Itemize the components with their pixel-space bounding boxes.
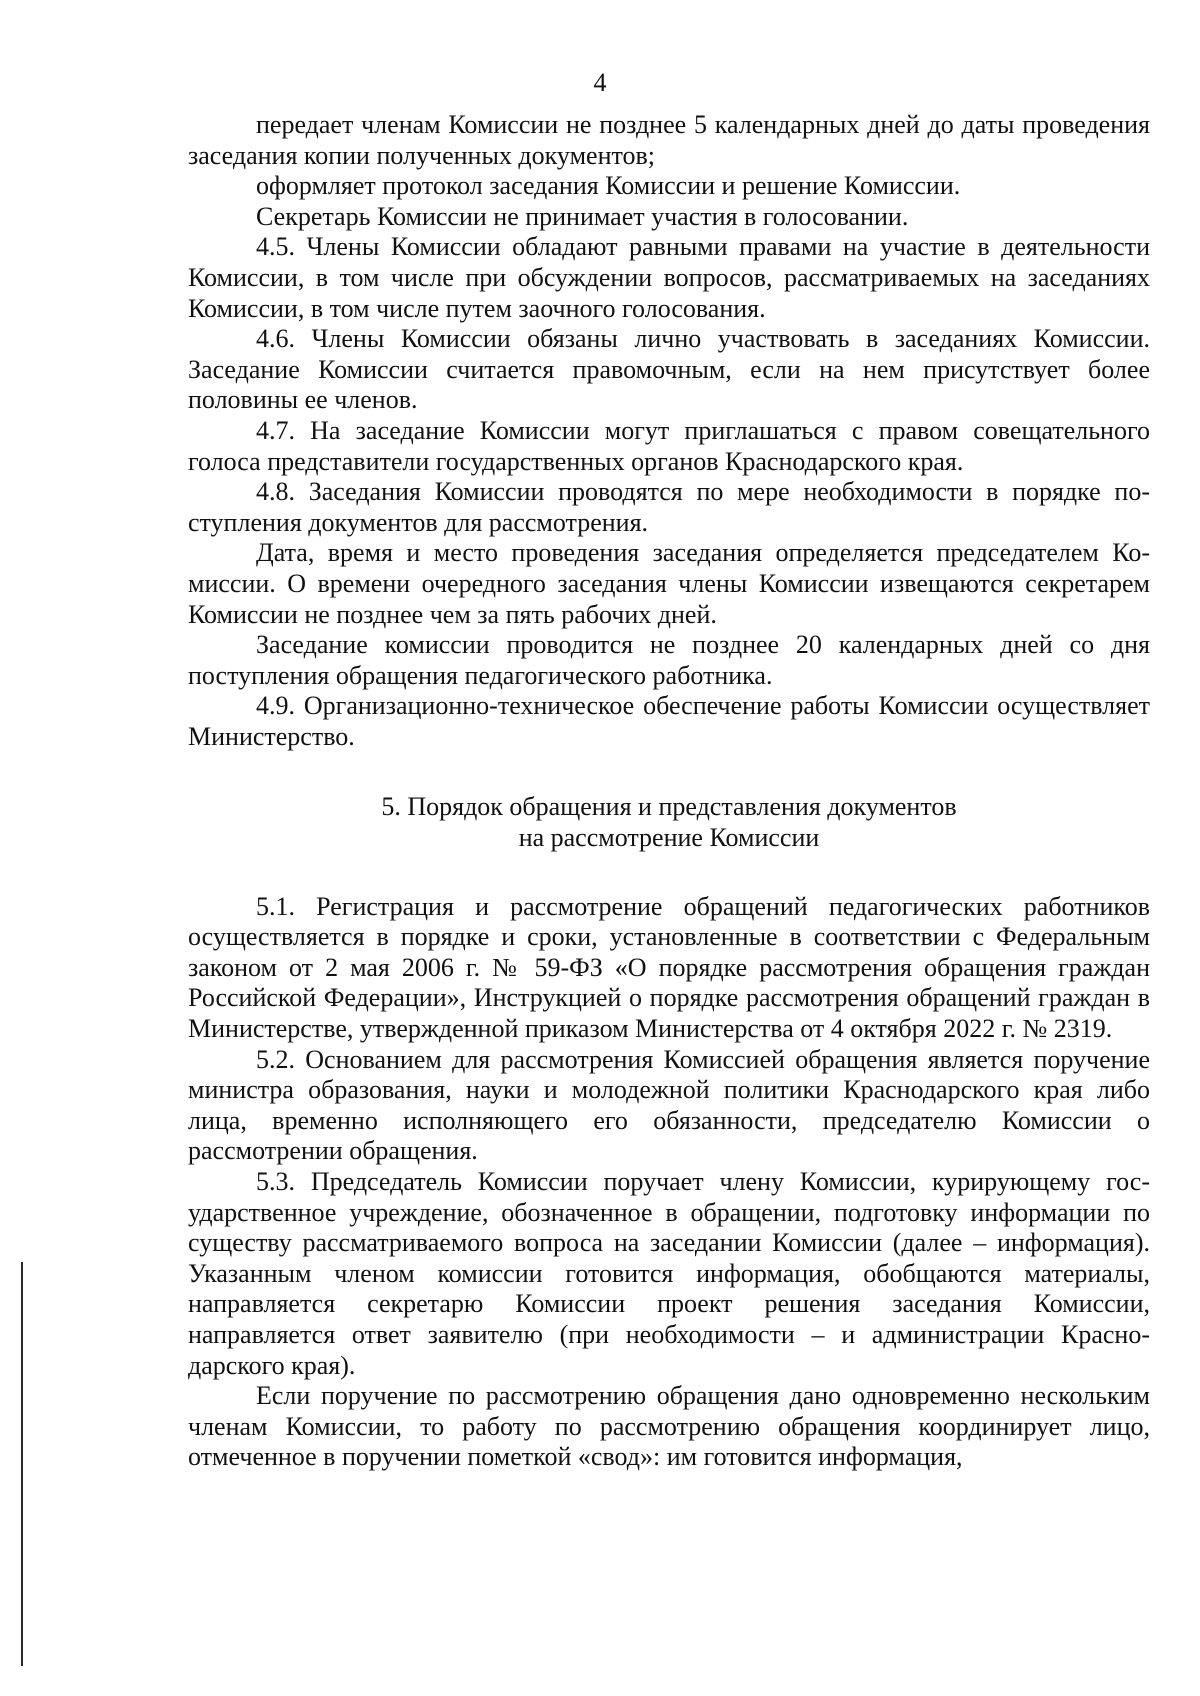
paragraph-4-8: 4.8. Заседания Комиссии проводятся по мере необходимости в порядке поступления документов для рассмотрения. (188, 477, 1150, 537)
page-number: 4 (593, 68, 607, 97)
paragraph: Секретарь Комиссии не принимает участия в голосовании. (256, 201, 909, 231)
paragraph: передает членам Комиссии не позднее 5 календарных дней до даты проведения заседания копии полученных документов; (188, 110, 1150, 170)
section-heading (188, 792, 1150, 853)
scan-edge-line (21, 1262, 23, 1666)
paragraph-4-9: 4.9. Организационно-техническое обеспечение работы Комиссии осуществляет Министерство. (188, 691, 1150, 751)
document-body (188, 110, 1150, 1473)
paragraph-5-1: 5.1. Регистрация и рассмотрение обращений педагогических работников осуществляется в порядке и сроки, установленные в соответствии с Федеральным законом от 2 мая 2006 г. № 59-ФЗ «О порядке рассмотрения обращения граждан Российской Федерации», Инструкцией о порядке рассмотрения обращений граждан в Министерстве, утвержденной приказом Министерства от 4 октября 2022 г. № 2319. (188, 891, 1150, 1044)
paragraph-4-5: 4.5. Члены Комиссии обладают равными правами на участие в деятельности Комиссии, в том числе при обсуждении вопросов, рассматриваемых на заседаниях Комиссии, в том числе путем заочного голосования. (188, 232, 1150, 323)
paragraph-4-6: 4.6. Члены Комиссии обязаны лично участвовать в заседаниях Комиссии. Заседание Комиссии считается правомочным, если на нем присутствует более половины ее членов. (188, 324, 1150, 415)
section-heading-line-2: на рассмотрение Комиссии (518, 823, 820, 853)
paragraph-5-3: 5.3. Председатель Комиссии поручает члену Комиссии, курирующему государственное учреждение, обозначенное в обращении, подготовку информации по существу рассматриваемого вопроса на заседании Комиссии (далее – информация). Указанным членом комиссии готовится информация, обобщаются материалы, направляется секретарю Комиссии проект решения заседания Комиссии, направляется ответ заявителю (при необходимости – и администрации Краснодарского края). (188, 1167, 1150, 1380)
paragraph-5-2: 5.2. Основанием для рассмотрения Комиссией обращения является поручение министра образования, науки и молодежной политики Краснодарского края либо лица, временно исполняющего его обязанности, председателю Комиссии о рассмотрении обращения. (188, 1044, 1150, 1166)
section-heading-line-1: 5. Порядок обращения и представления документов (381, 792, 957, 822)
paragraph: Заседание комиссии проводится не позднее 20 календарных дней со дня поступления обращения педагогического работника. (188, 630, 1150, 690)
paragraph-4-7: 4.7. На заседание Комиссии могут приглашаться с правом совещательного голоса представители государственных органов Краснодарского края. (188, 415, 1150, 476)
paragraph: Если поручение по рассмотрению обращения дано одновременно нескольким членам Комиссии, то работу по рассмотрению обращения координирует лицо, отмеченное в поручении пометкой «свод»: им готовится информация, (188, 1381, 1150, 1472)
paragraph: Дата, время и место проведения заседания определяется председателем Комиссии. О времени очередного заседания члены Комиссии извещаются секретарем Комиссии не позднее чем за пять рабочих дней. (188, 538, 1150, 629)
paragraph: оформляет протокол заседания Комиссии и решение Комиссии. (256, 171, 961, 201)
